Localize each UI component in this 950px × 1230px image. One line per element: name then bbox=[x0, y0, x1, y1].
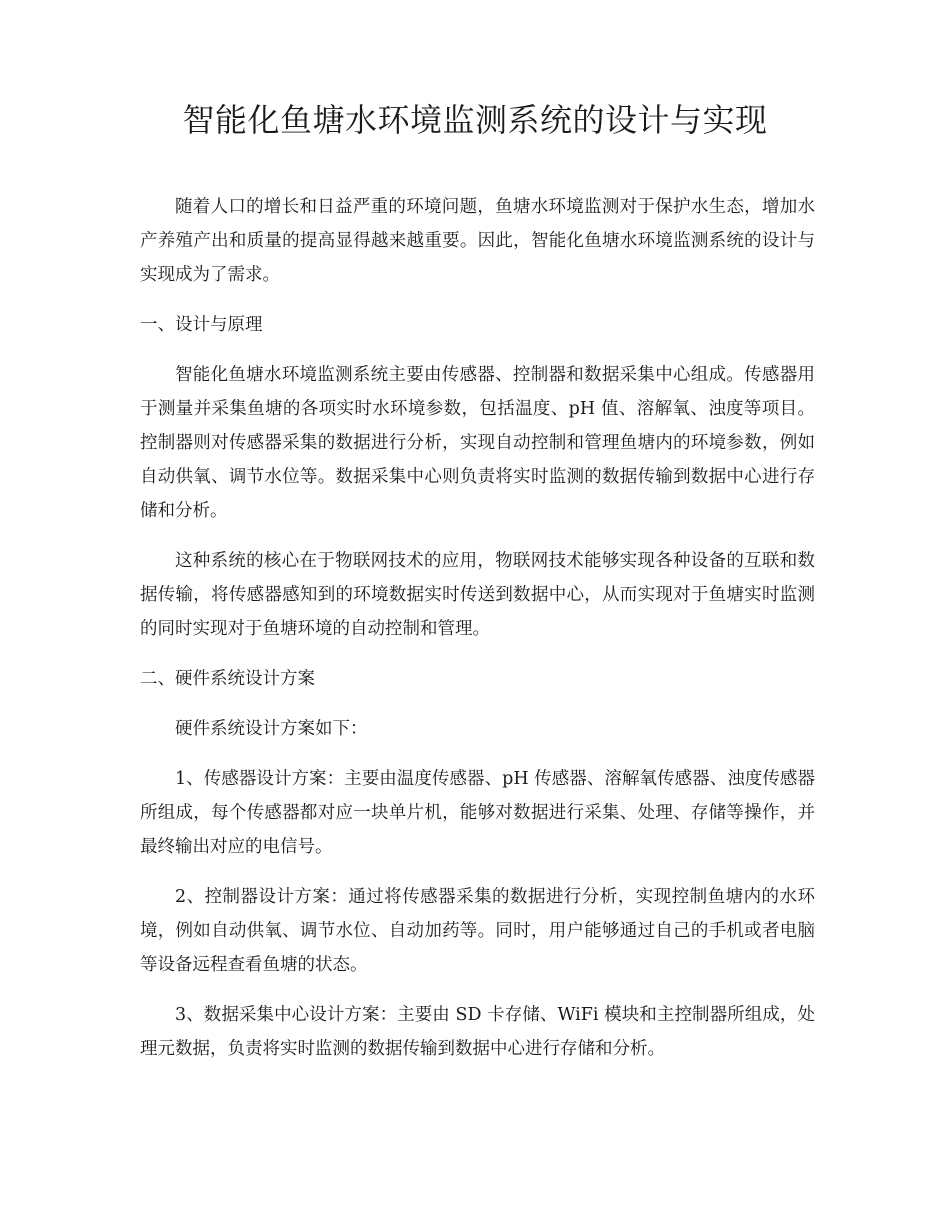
section2-item-sensor: 1、传感器设计方案：主要由温度传感器、pH 传感器、溶解氧传感器、浊度传感器所组成，每个传感器都对应一块单片机，能够对数据进行采集、处理、存储等操作，并最终输出对应的电信号。 bbox=[140, 769, 815, 857]
section2-item-controller: 2、控制器设计方案：通过将传感器采集的数据进行分析，实现控制鱼塘内的水环境，例如自动供氧、调节水位、自动加药等。同时，用户能够通过自己的手机或者电脑等设备远程查看鱼塘的状态。 bbox=[140, 887, 815, 975]
document-title: 智能化鱼塘水环境监测系统的设计与实现 bbox=[182, 101, 768, 139]
intro-paragraph: 随着人口的增长和日益严重的环境问题，鱼塘水环境监测对于保护水生态，增加水产养殖产出和质量的提高显得越来越重要。因此，智能化鱼塘水环境监测系统的设计与实现成为了需求。 bbox=[140, 197, 815, 285]
document-body bbox=[140, 190, 815, 1082]
section-heading-design-principle: 一、设计与原理 bbox=[140, 315, 263, 335]
section1-paragraph-2: 这种系统的核心在于物联网技术的应用，物联网技术能够实现各种设备的互联和数据传输，将传感器感知到的环境数据实时传送到数据中心，从而实现对于鱼塘实时监测的同时实现对于鱼塘环境的自动控制和管理。 bbox=[140, 551, 815, 639]
section-heading-hardware-design: 二、硬件系统设计方案 bbox=[140, 669, 315, 689]
section2-lead: 硬件系统设计方案如下： bbox=[175, 719, 368, 739]
section1-paragraph-1: 智能化鱼塘水环境监测系统主要由传感器、控制器和数据采集中心组成。传感器用于测量并采集鱼塘的各项实时水环境参数，包括温度、pH 值、溶解氧、浊度等项目。控制器则对传感器采集的数据进行分析，实现自动控制和管理鱼塘内的环境参数，例如自动供氧、调节水位等。数据采集中心则负责将实时监测的数据传输到数据中心进行存储和分析。 bbox=[140, 365, 815, 521]
section2-item-data-center: 3、数据采集中心设计方案：主要由 SD 卡存储、WiFi 模块和主控制器所组成，处理元数据，负责将实时监测的数据传输到数据中心进行存储和分析。 bbox=[140, 1005, 815, 1059]
